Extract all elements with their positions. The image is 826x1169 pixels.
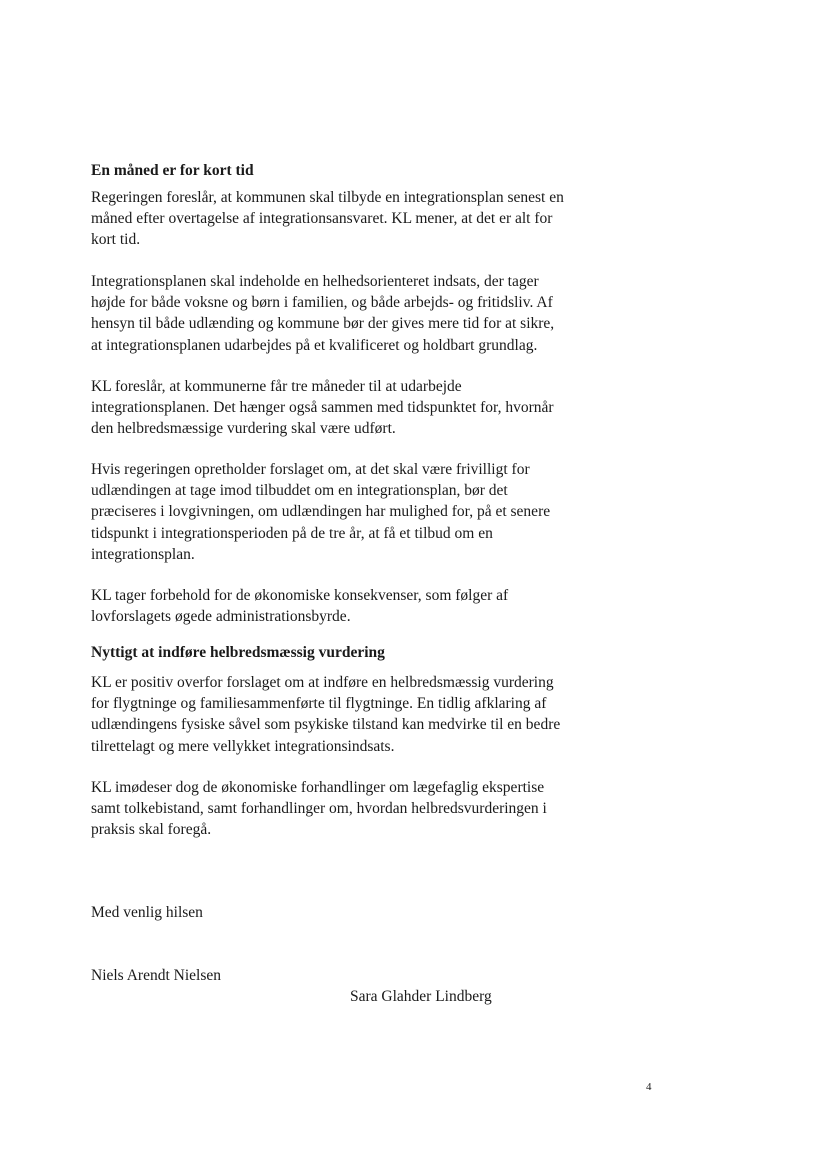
- text-line: integrationsplan.: [91, 545, 195, 563]
- paragraph: [91, 187, 621, 251]
- text-line: udlændingen at tage imod tilbuddet om en integrationsplan, bør det: [91, 482, 508, 500]
- section-heading-health-assessment: Nyttigt at indføre helbredsmæssig vurdering: [91, 644, 385, 661]
- signatory-name: Niels Arendt Nielsen: [91, 967, 222, 984]
- paragraph: [91, 777, 621, 841]
- text-line: at integrationsplanen udarbejdes på et kvalificeret og holdbart grundlag.: [91, 336, 538, 354]
- paragraph: [91, 459, 621, 565]
- text-line: KL imødeser dog de økonomiske forhandlinger om lægefaglig ekspertise: [91, 779, 545, 796]
- text-line: samt tolkebistand, samt forhandlinger om, hvordan helbredsvurderingen i: [91, 800, 547, 818]
- text-line: for flygtninge og familiesammenførte til flygtninge. En tidlig afklaring af: [91, 695, 547, 713]
- signatory-name: Sara Glahder Lindberg: [350, 988, 492, 1005]
- text-line: måned efter overtagelse af integrationsansvaret. KL mener, at det er alt for: [91, 210, 553, 228]
- text-line: praksis skal foregå.: [91, 821, 212, 839]
- paragraph: [91, 376, 621, 440]
- text-line: tidspunkt i integrationsperioden på de tre år, at få et tilbud om en: [91, 524, 493, 542]
- text-line: lovforslagets øgede administrationsbyrde.: [91, 608, 351, 626]
- paragraph: [91, 271, 621, 356]
- text-line: hensyn til både udlænding og kommune bør der gives mere tid for at sikre,: [91, 315, 555, 333]
- paragraph: [91, 672, 621, 757]
- text-line: Regeringen foreslår, at kommunen skal tilbyde en integrationsplan senest en: [91, 189, 564, 206]
- text-line: Hvis regeringen opretholder forslaget om, at det skal være frivilligt for: [91, 461, 530, 478]
- closing-greeting: Med venlig hilsen: [91, 904, 203, 921]
- text-line: KL er positiv overfor forslaget om at indføre en helbredsmæssig vurdering: [91, 674, 554, 691]
- text-line: Integrationsplanen skal indeholde en helhedsorienteret indsats, der tager: [91, 273, 539, 290]
- page-number: 4: [646, 1081, 652, 1093]
- section-heading-short-time: En måned er for kort tid: [91, 162, 254, 179]
- text-line: præciseres i lovgivningen, om udlændingen har mulighed for, på et senere: [91, 503, 551, 521]
- text-line: udlændingens fysiske såvel som psykiske tilstand kan medvirke til en bedre: [91, 716, 561, 734]
- text-line: højde for både voksne og børn i familien, og både arbejds- og fritidsliv. Af: [91, 294, 553, 312]
- text-line: den helbredsmæssige vurdering skal være udført.: [91, 420, 396, 438]
- text-line: tilrettelagt og mere vellykket integrationsindsats.: [91, 737, 395, 755]
- text-line: KL foreslår, at kommunerne får tre måneder til at udarbejde: [91, 378, 462, 395]
- text-line: integrationsplanen. Det hænger også sammen med tidspunktet for, hvornår: [91, 399, 554, 417]
- text-line: kort tid.: [91, 231, 141, 249]
- paragraph: [91, 585, 621, 627]
- text-line: KL tager forbehold for de økonomiske konsekvenser, som følger af: [91, 587, 509, 604]
